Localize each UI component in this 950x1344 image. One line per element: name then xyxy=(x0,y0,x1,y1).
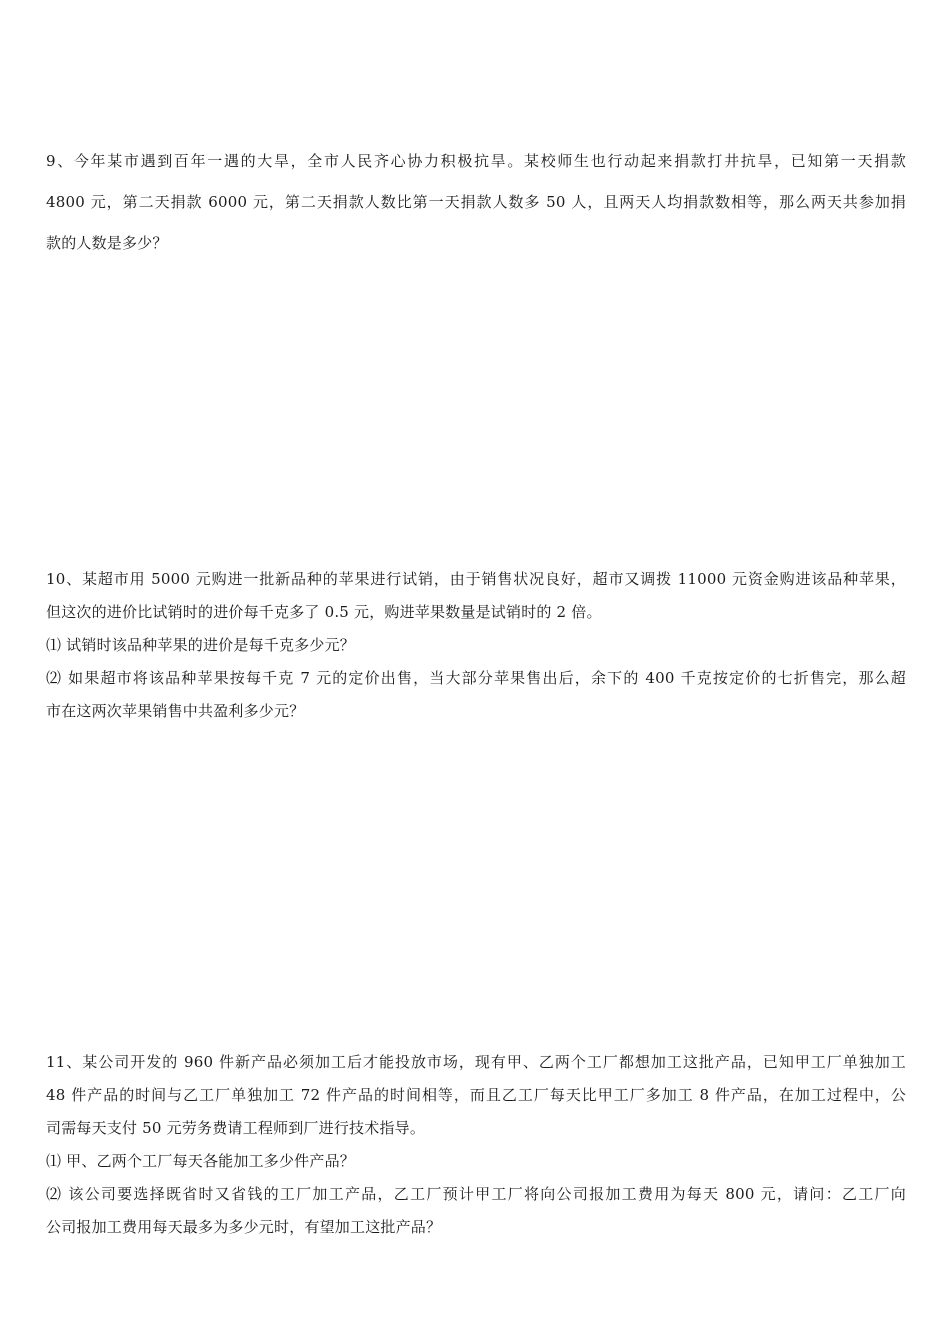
problem-10 xyxy=(46,568,906,733)
problem-11-line-3: 司需每天支付 50 元劳务费请工程师到厂进行技术指导。 xyxy=(46,1119,426,1137)
problem-10-question-1: ⑴ 试销时该品种苹果的进价是每千克多少元？ xyxy=(46,636,355,654)
problem-10-question-2-line-2: 市在这两次苹果销售中共盈利多少元？ xyxy=(46,702,305,720)
problem-11-question-2-line-1: ⑵ 该公司要选择既省时又省钱的工厂加工产品，乙工厂预计甲工厂将向公司报加工费用为每天 800 元，请问：乙工厂向 xyxy=(46,1185,906,1203)
problem-9 xyxy=(46,150,906,273)
problem-10-question-2-line-1: ⑵ 如果超市将该品种苹果按每千克 7 元的定价出售，当大部分苹果售出后，余下的 400 千克按定价的七折售完，那么超 xyxy=(46,669,906,687)
problem-11 xyxy=(46,1051,906,1249)
problem-9-line-1: 9、今年某市遇到百年一遇的大旱，全市人民齐心协力积极抗旱。某校师生也行动起来捐款打井抗旱，已知第一天捐款 xyxy=(46,152,906,170)
problem-9-line-2: 4800 元，第二天捐款 6000 元，第二天捐款人数比第一天捐款人数多 50 人，且两天人均捐款数相等，那么两天共参加捐 xyxy=(46,193,906,211)
problem-10-line-2: 但这次的进价比试销时的进价每千克多了 0.5 元，购进苹果数量是试销时的 2 倍。 xyxy=(46,603,602,621)
problem-11-question-1: ⑴ 甲、乙两个工厂每天各能加工多少件产品？ xyxy=(46,1152,355,1170)
problem-11-line-1: 11、某公司开发的 960 件新产品必须加工后才能投放市场，现有甲、乙两个工厂都想加工这批产品，已知甲工厂单独加工 xyxy=(46,1053,906,1071)
problem-11-question-2-line-2: 公司报加工费用每天最多为多少元时，有望加工这批产品？ xyxy=(46,1218,442,1236)
problem-11-line-2: 48 件产品的时间与乙工厂单独加工 72 件产品的时间相等，而且乙工厂每天比甲工厂多加工 8 件产品，在加工过程中，公 xyxy=(46,1086,906,1104)
problem-10-line-1: 10、某超市用 5000 元购进一批新品种的苹果进行试销，由于销售状况良好，超市又调拨 11000 元资金购进该品种苹果， xyxy=(46,570,906,588)
problem-9-line-3: 款的人数是多少？ xyxy=(46,234,168,252)
